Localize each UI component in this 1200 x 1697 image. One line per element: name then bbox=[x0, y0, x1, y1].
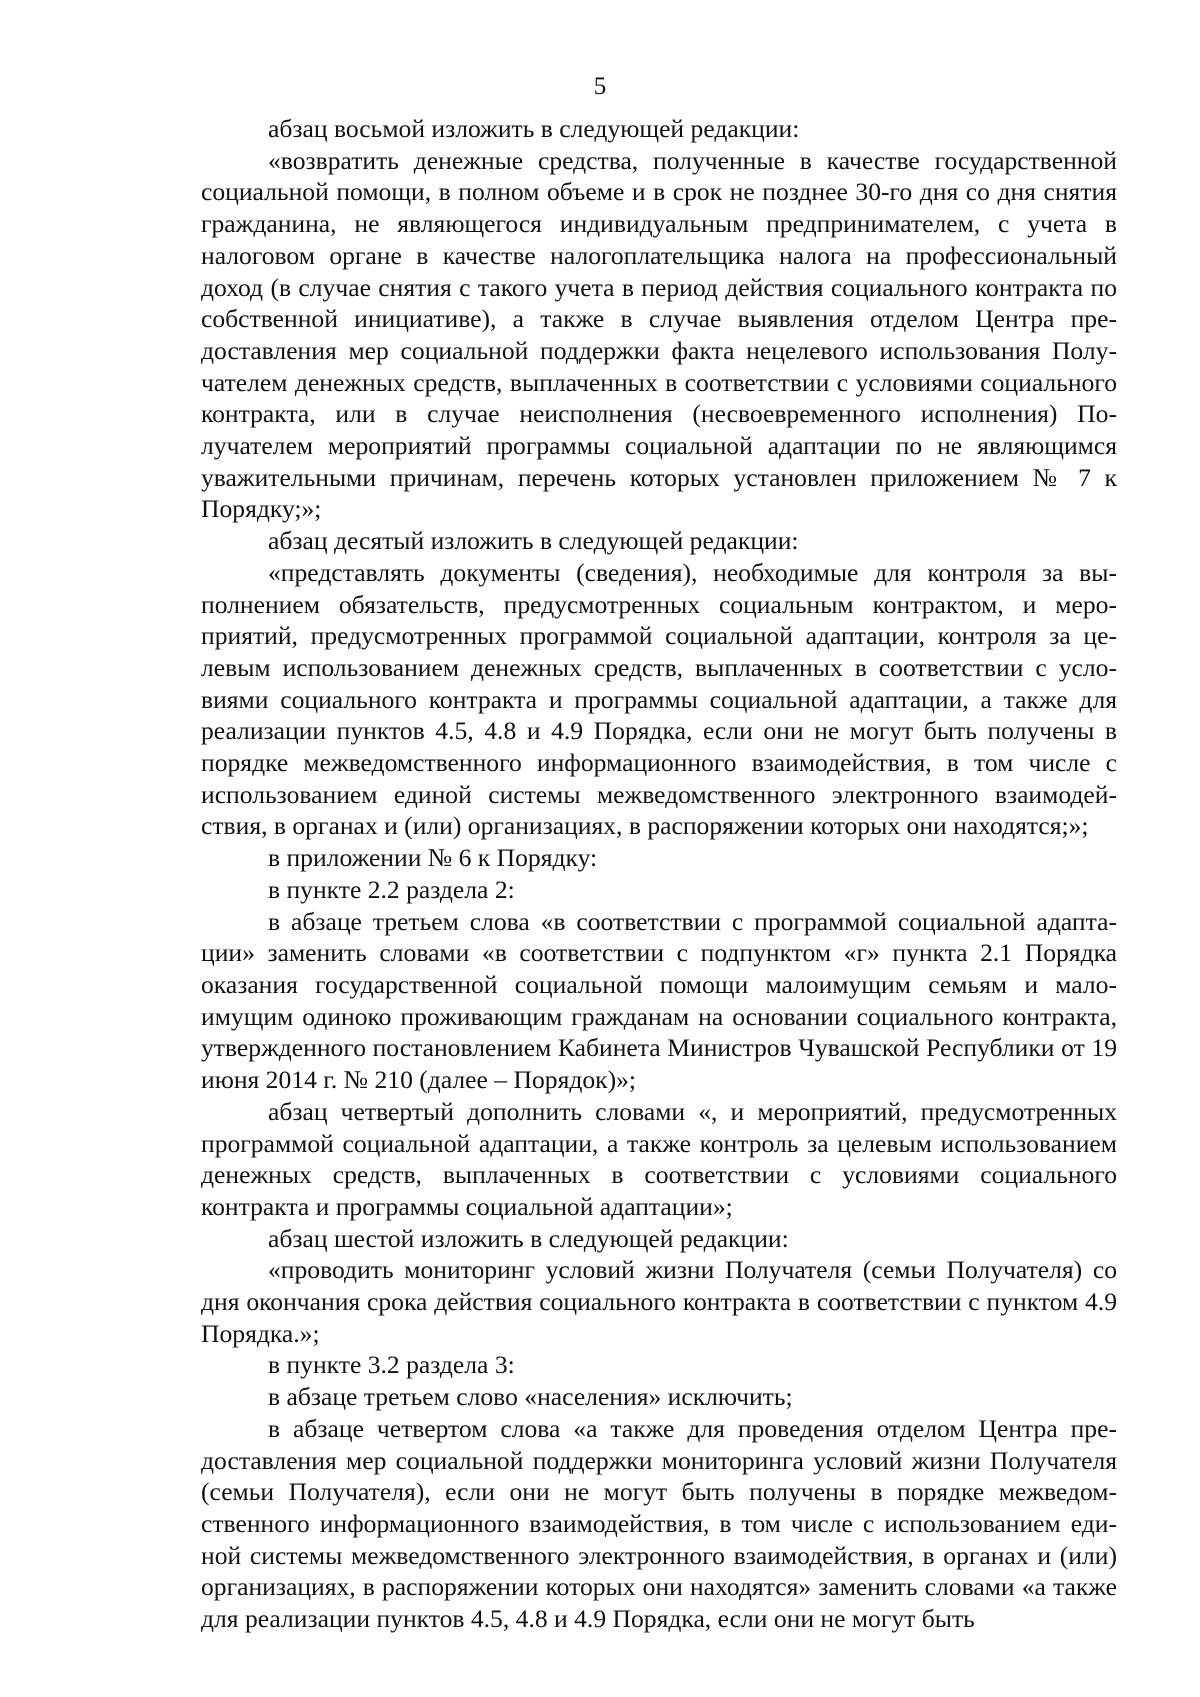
paragraph-2: «возвратить денежные средства, полученные в качестве государственной социальной помощи, в полном объеме и в срок не позднее 30-го дня со дня снятия гражданина, не являющегося индивидуальным предпринимателем, с учета в налоговом органе в качестве налогоплательщика налога на профессиональный доход (в случае снятия с такого учета в период действия социального контракта по собственной инициативе), а также в случае выявления отделом Центра предоставления мер социальной поддержки факта нецелевого использования Получателем денежных средств, выплаченных в соответствии с условиями социального контракта, или в случае неисполнения (несвоевременного исполнения) Получателем мероприятий программы социальной адаптации по не являющимся уважительными причинам, перечень которых установлен приложением № 7 к Порядку;»; bbox=[201, 145, 1117, 524]
paragraph-1: абзац восьмой изложить в следующей редакции: bbox=[268, 114, 800, 143]
page-number: 5 bbox=[593, 73, 607, 100]
paragraph-13: в абзаце четвертом слова «а также для проведения отделом Центра предоставления мер социальной поддержки мониторинга условий жизни Получателя (семьи Получателя), если они не могут быть получены в порядке межведомственного информационного взаимодействия, в том числе с использованием единой системы межведомственного электронного взаимодействия, в органах и (или) организациях, в распоряжении которых они находятся» заменить словами «а также для реализации пунктов 4.5, 4.8 и 4.9 Порядка, если они не могут быть bbox=[201, 1413, 1117, 1634]
paragraph-5: в приложении № 6 к Порядку: bbox=[268, 843, 598, 873]
paragraph-10: «проводить мониторинг условий жизни Получателя (семьи Получателя) со дня окончания срока действия социального контракта в соответствии с пунктом 4.9 Порядка.»; bbox=[201, 1255, 1117, 1348]
paragraph-6: в пункте 2.2 раздела 2: bbox=[268, 874, 515, 904]
paragraph-8: абзац четвертый дополнить словами «, и мероприятий, предусмотренных программой социальной адаптации, а также контроль за целевым использованием денежных средств, выплаченных в соответствии с условиями социального контракта и программы социальной адаптации»; bbox=[201, 1096, 1117, 1221]
paragraph-9: абзац шестой изложить в следующей редакции: bbox=[268, 1223, 789, 1253]
paragraph-7: в абзаце третьем слова «в соответствии с программой социальной адаптации» заменить словами «в соответствии с подпунктом «г» пункта 2.1 Порядка оказания государственной социальной помощи малоимущим семьям и малоимущим одиноко проживающим гражданам на основании социального контракта, утвержденного постановлением Кабинета Министров Чувашской Республики от 19 июня 2014 г. № 210 (далее – Порядок)»; bbox=[201, 906, 1117, 1095]
paragraph-11: в пункте 3.2 раздела 3: bbox=[268, 1350, 515, 1380]
document-body bbox=[201, 113, 1117, 1635]
paragraph-3: абзац десятый изложить в следующей редакции: bbox=[268, 526, 799, 556]
paragraph-12: в абзаце третьем слово «населения» исключить; bbox=[268, 1382, 793, 1412]
paragraph-4: «представлять документы (сведения), необходимые для контроля за выполнением обязательств, предусмотренных социальным контрактом, и мероприятий, предусмотренных программой социальной адаптации, контроля за целевым использованием денежных средств, выплаченных в соответствии с условиями социального контракта и программы социальной адаптации, а также для реализации пунктов 4.5, 4.8 и 4.9 Порядка, если они не могут быть получены в порядке межведомственного информационного взаимодействия, в том числе с использованием единой системы межведомственного электронного взаимодействия, в органах и (или) организациях, в распоряжении которых они находятся;»; bbox=[201, 557, 1117, 841]
